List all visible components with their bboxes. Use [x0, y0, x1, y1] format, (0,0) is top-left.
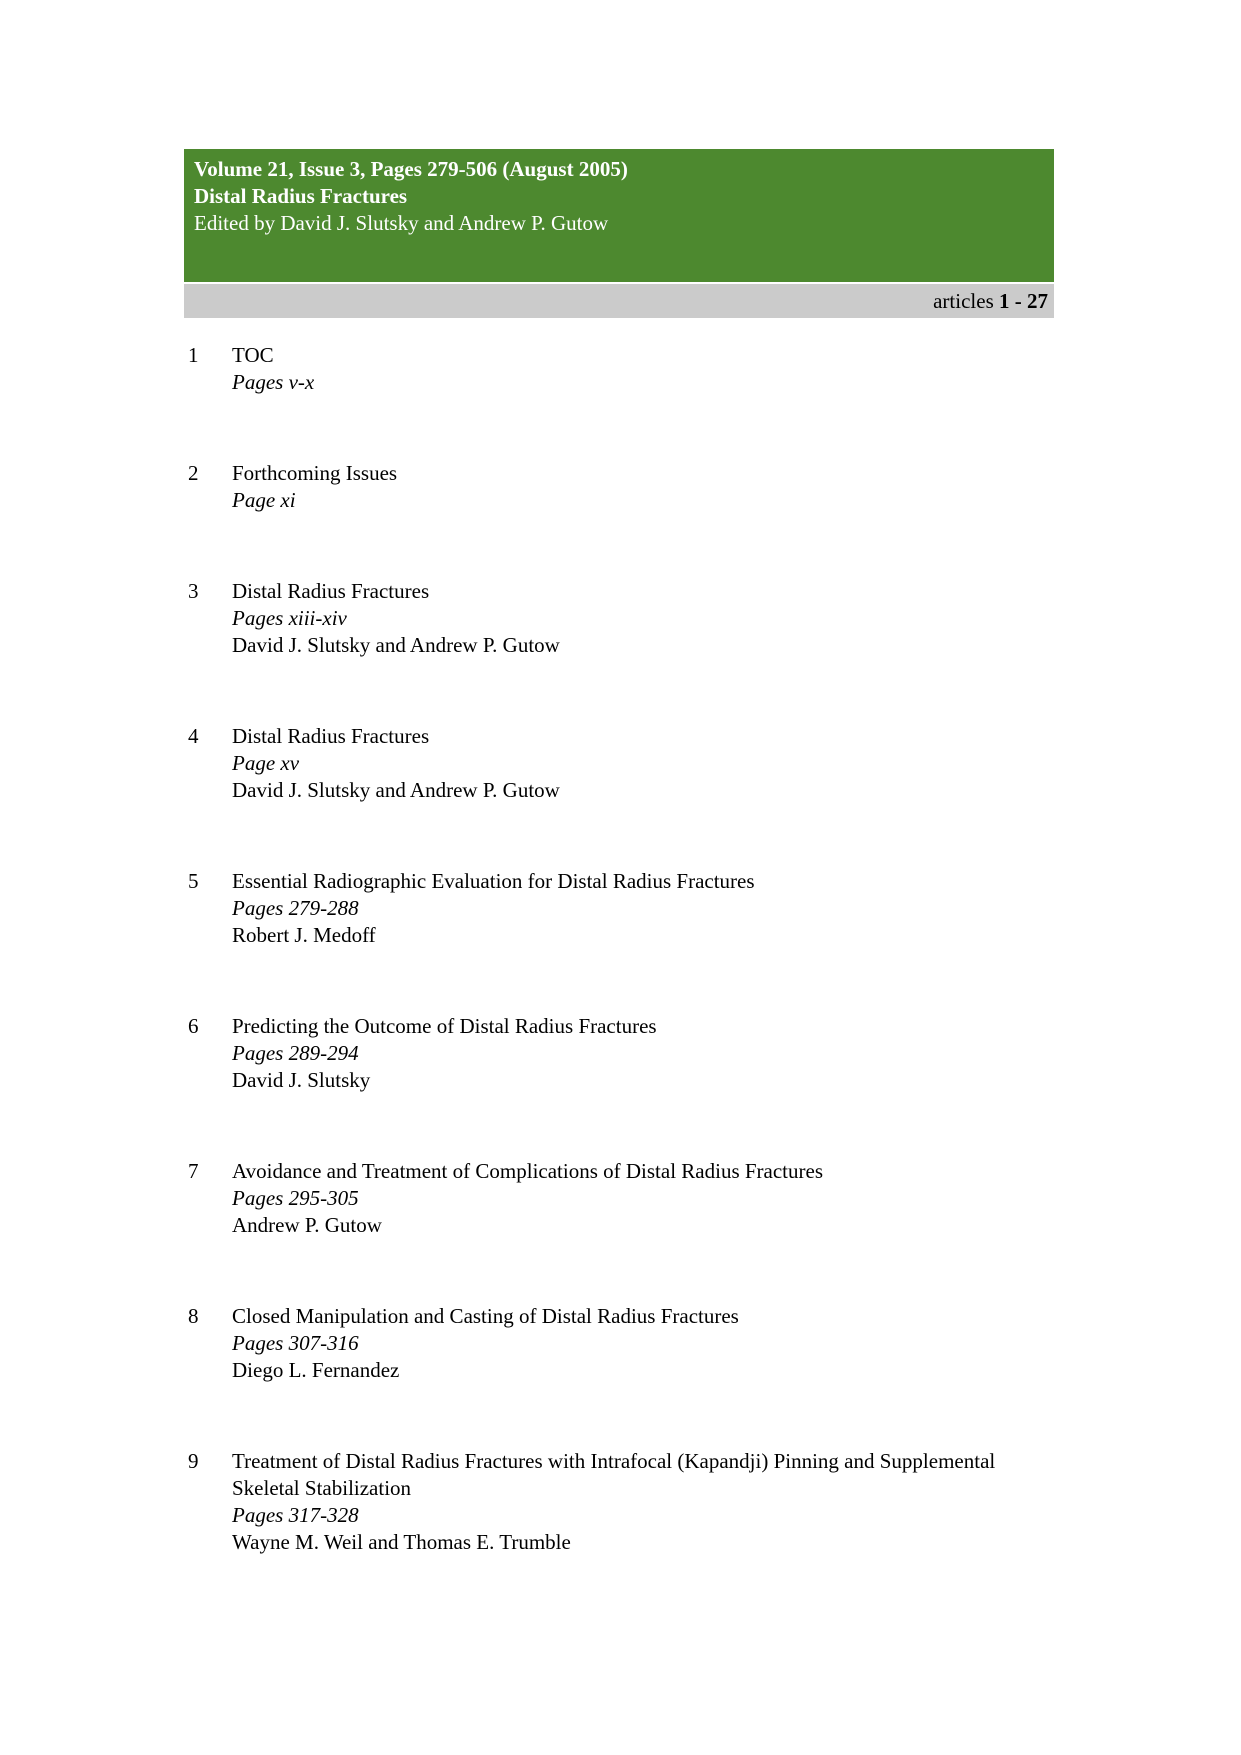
article-pages: Pages 317-328 — [232, 1503, 359, 1527]
article-number: 3 — [188, 579, 199, 603]
article-pages: Page xi — [232, 488, 296, 512]
article-details — [232, 1013, 1054, 1094]
article-title: Treatment of Distal Radius Fractures with Intrafocal (Kapandji) Pinning and Supplemental Skeletal Stabilization — [232, 1449, 996, 1500]
article-authors: David J. Slutsky and Andrew P. Gutow — [232, 778, 560, 802]
article-title: Forthcoming Issues — [232, 461, 398, 485]
article-pages: Page xv — [232, 751, 300, 775]
issue-title: Distal Radius Fractures — [194, 184, 408, 208]
article-item — [184, 342, 1054, 396]
article-title: Essential Radiographic Evaluation for Distal Radius Fractures — [232, 869, 755, 893]
article-item — [184, 868, 1054, 949]
articles-range: 1 - 27 — [999, 289, 1048, 313]
article-details — [232, 1158, 1054, 1239]
volume-issue-line: Volume 21, Issue 3, Pages 279-506 (August 2005) — [194, 157, 628, 181]
article-authors: David J. Slutsky — [232, 1068, 371, 1092]
issue-header — [184, 149, 1054, 282]
article-number: 2 — [188, 461, 199, 485]
article-item — [184, 460, 1054, 514]
article-details — [232, 1303, 1054, 1384]
article-number: 8 — [188, 1304, 199, 1328]
article-title: Distal Radius Fractures — [232, 724, 430, 748]
article-pages: Pages 295-305 — [232, 1186, 359, 1210]
article-number: 6 — [188, 1014, 199, 1038]
article-item — [184, 578, 1054, 659]
article-authors: Robert J. Medoff — [232, 923, 376, 947]
article-title: Closed Manipulation and Casting of Distal Radius Fractures — [232, 1304, 739, 1328]
article-item — [184, 1013, 1054, 1094]
articles-label: articles — [933, 289, 999, 313]
article-item — [184, 1158, 1054, 1239]
article-item — [184, 723, 1054, 804]
article-number: 9 — [188, 1449, 199, 1473]
article-item — [184, 1303, 1054, 1384]
article-title: Avoidance and Treatment of Complications of Distal Radius Fractures — [232, 1159, 824, 1183]
article-authors: David J. Slutsky and Andrew P. Gutow — [232, 633, 560, 657]
article-number: 7 — [188, 1159, 199, 1183]
article-title: Distal Radius Fractures — [232, 579, 430, 603]
article-authors: Wayne M. Weil and Thomas E. Trumble — [232, 1530, 571, 1554]
article-title: TOC — [232, 343, 274, 367]
article-details — [232, 460, 1054, 514]
article-details — [232, 868, 1054, 949]
articles-range-bar — [184, 284, 1054, 318]
article-authors: Diego L. Fernandez — [232, 1358, 400, 1382]
article-details — [232, 578, 1054, 659]
article-number: 5 — [188, 869, 199, 893]
article-pages: Pages xiii-xiv — [232, 606, 347, 630]
article-pages: Pages v-x — [232, 370, 315, 394]
article-item — [184, 1448, 1054, 1556]
edited-by-line: Edited by David J. Slutsky and Andrew P. Gutow — [194, 211, 609, 235]
article-details — [232, 342, 1054, 396]
article-details — [232, 1448, 1054, 1556]
article-pages: Pages 289-294 — [232, 1041, 359, 1065]
article-number: 1 — [188, 343, 199, 367]
article-authors: Andrew P. Gutow — [232, 1213, 382, 1237]
journal-toc-page — [184, 149, 1054, 1620]
article-pages: Pages 279-288 — [232, 896, 359, 920]
article-list — [184, 342, 1054, 1556]
article-details — [232, 723, 1054, 804]
article-pages: Pages 307-316 — [232, 1331, 359, 1355]
article-number: 4 — [188, 724, 199, 748]
article-title: Predicting the Outcome of Distal Radius Fractures — [232, 1014, 657, 1038]
